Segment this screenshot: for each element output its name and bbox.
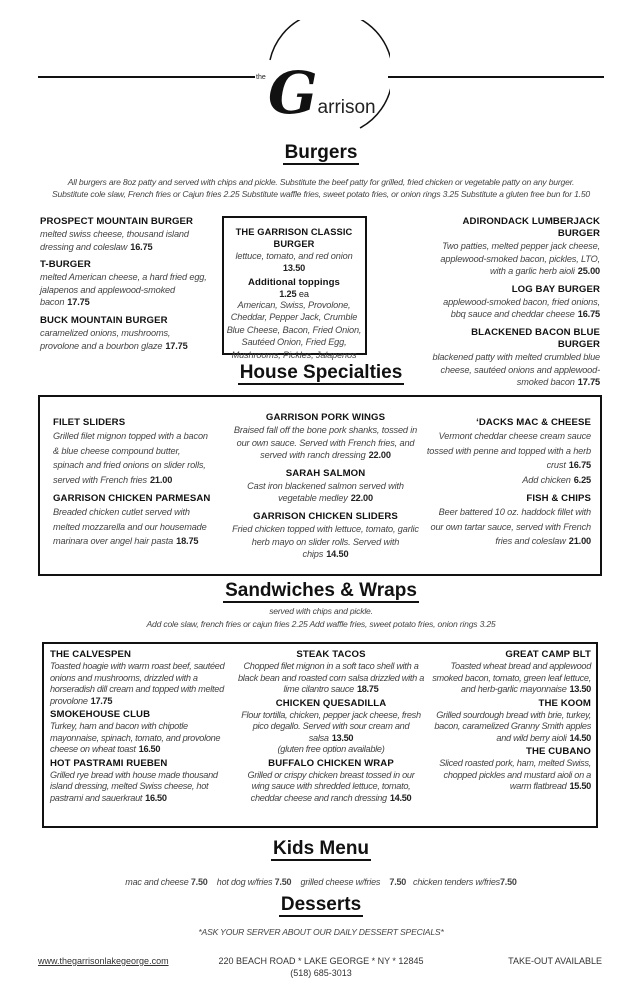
item-name: THE CALVESPEN: [50, 649, 132, 660]
item-price: 22.00: [350, 493, 373, 504]
toppings-label: Additional toppings: [248, 276, 340, 288]
menu-item: [430, 284, 600, 321]
menu-item: [228, 468, 423, 505]
item-price: 14.50: [569, 732, 591, 743]
item-desc-text: Flour tortilla, chicken, pepper jack cheese, fresh pico degallo. Served with sour cream and salsa: [241, 709, 421, 743]
toppings-price-row: [224, 289, 364, 299]
item-desc-text: caramelized onions, mushrooms, provolone and a bourbon glaze: [40, 327, 171, 351]
item-price: 15.50: [569, 781, 591, 791]
item-extra: [425, 473, 591, 488]
sandwiches-note-1: served with chips and pickle.: [269, 606, 373, 616]
item-desc: [424, 710, 591, 745]
menu-item: [40, 259, 210, 309]
menu-item: [425, 493, 591, 549]
specialties-left: [53, 417, 213, 555]
item-desc: lettuce, tomato, and red onion: [235, 251, 353, 261]
item-price: 17.75: [90, 695, 113, 706]
item-desc: [40, 271, 210, 309]
item-name: THE GARRISON CLASSIC BURGER: [235, 227, 353, 249]
item-price: 14.50: [389, 792, 412, 803]
specialties-title-text: House Specialties: [239, 362, 403, 383]
item-desc: [430, 296, 600, 321]
item-name: ADIRONDACK LUMBERJACK BURGER: [462, 216, 600, 239]
item-name: BLACKENED BACON BLUE BURGER: [471, 326, 600, 350]
item-desc-text: Fried chicken topped with lettuce, tomato, garlic herb mayo on slider rolls. Served with chips: [232, 523, 419, 560]
header-rule-right: [388, 76, 604, 78]
sandwiches-title-text: Sandwiches & Wraps: [225, 580, 417, 601]
item-desc-text: Grilled filet mignon topped with a bacon & blue cheese compound butter, spinach and fried onions on slider rolls, served with French fries: [53, 431, 208, 485]
menu-item: [424, 698, 591, 745]
item-name: ‘DACKS MAC & CHEESE: [476, 417, 591, 428]
kids-title: [0, 838, 642, 860]
burgers-title-text: Burgers: [284, 142, 358, 163]
item-desc: [430, 240, 600, 278]
item-extra-text: (gluten free option available): [277, 744, 385, 754]
item-desc-text: Cast iron blackened salmon served with vegetable medley: [247, 480, 404, 504]
item-desc: [40, 228, 210, 253]
burgers-left: [40, 216, 210, 358]
item-desc: [53, 505, 213, 549]
header-rule-left: [38, 76, 255, 78]
website-link[interactable]: www.thegarrisonlakegeorge.com: [38, 956, 169, 966]
item-price: 16.75: [130, 241, 153, 252]
item-desc: [50, 770, 238, 805]
menu-item: [424, 746, 591, 793]
item-price: 21.00: [568, 536, 591, 546]
item-price: 25.00: [577, 266, 600, 277]
logo-name: Garrison: [268, 59, 376, 127]
item-name: GARRISON PORK WINGS: [265, 412, 386, 423]
kids-item-name: mac and cheese: [125, 877, 189, 887]
item-name: FILET SLIDERS: [53, 417, 126, 428]
menu-item: [50, 649, 238, 707]
sandwiches-left: [50, 649, 238, 806]
item-desc: [228, 480, 423, 505]
item-desc-text: applewood-smoked bacon, fried onions, bbq sauce and cheddar cheese: [443, 296, 600, 320]
item-price: 16.75: [568, 460, 591, 470]
menu-item: [228, 511, 423, 561]
kids-items: [0, 877, 642, 887]
item-price: 14.50: [326, 549, 349, 560]
item-extra-text: Add chicken: [522, 474, 571, 485]
item-name: SARAH SALMON: [285, 467, 366, 479]
footer-address-block: [205, 955, 437, 979]
item-desc-text: Toasted wheat bread and applewood smoked bacon, tomato, green leaf lettuce, and herb-garlic mayonnaise: [432, 661, 591, 694]
item-desc: [425, 505, 591, 549]
item-name: THE KOOM: [538, 697, 591, 709]
sandwiches-right: [424, 649, 591, 795]
item-desc-text: melted swiss cheese, thousand island dressing and coleslaw: [40, 229, 189, 252]
item-price: 18.75: [176, 536, 199, 546]
item-desc-text: Toasted hoagie with warm roast beef, sautéed onions and mushrooms, drizzled with a horseradish dill cream and topped with melted provolone: [50, 661, 225, 706]
item-price: 22.00: [368, 450, 391, 461]
toppings-list: American, Swiss, Provolone, Cheddar, Pepper Jack, Crumble Blue Cheese, Bacon, Fried Onion, Sautéed Onion, Fried Egg, Mushrooms, Pickles, Jalapenos: [226, 299, 362, 360]
item-price: 13.50: [331, 732, 354, 743]
takeout-label: TAKE-OUT AVAILABLE: [508, 956, 602, 966]
menu-item: [430, 216, 600, 278]
menu-item: [40, 216, 210, 253]
kids-item-name: grilled cheese w/fries: [300, 877, 381, 887]
item-price: 16.50: [145, 792, 167, 803]
item-desc-text: Vermont cheddar cheese cream sauce tossed with penne and topped with a herb crust: [426, 431, 591, 470]
item-name: T-BURGER: [40, 259, 91, 271]
sandwiches-title: [0, 580, 642, 602]
menu-item: [425, 417, 591, 487]
item-desc-text: Grilled sourdough bread with brie, turkey, bacon, caramelized Granny Smith apples and wild berry aioli: [434, 709, 591, 743]
item-name: LOG BAY BURGER: [511, 283, 600, 295]
menu-item: [53, 493, 213, 549]
menu-item: [238, 649, 424, 696]
burgers-note-2: Substitute cole slaw, French fries or Cajun fries 2.25 Substitute waffle fries, sweet potato fries, or onion rings 3.25 Substitute a gluten free bun for 1.50: [51, 189, 590, 199]
desserts-title-text: Desserts: [280, 894, 362, 915]
desserts-note: *ASK YOUR SERVER ABOUT OUR DAILY DESSERT SPECIALS*: [198, 927, 444, 937]
item-desc: [238, 710, 424, 745]
toppings-unit: ea: [298, 288, 309, 299]
item-name: PROSPECT MOUNTAIN BURGER: [40, 216, 194, 227]
item-price: 13.50: [569, 684, 591, 694]
phone: (518) 685-3013: [290, 968, 352, 978]
item-price: 13.50: [282, 262, 306, 273]
item-desc-text: Braised fall off the bone pork shanks, tossed in our own sauce. Served with French fries, and served with ranch dressing: [233, 425, 418, 461]
kids-title-text: Kids Menu: [272, 838, 370, 859]
item-desc: [228, 424, 423, 462]
item-name: GREAT CAMP BLT: [505, 649, 591, 660]
kids-item: [301, 877, 407, 887]
item-name: BUFFALO CHICKEN WRAP: [268, 757, 394, 769]
menu-item: [50, 709, 238, 756]
address: 220 BEACH ROAD * LAKE GEORGE * NY * 12845: [218, 956, 424, 966]
item-name: CHICKEN QUESADILLA: [275, 697, 387, 709]
item-desc: [50, 661, 238, 707]
menu-item: [238, 698, 424, 756]
kids-item-price: 7.50: [190, 877, 208, 887]
item-price: 17.75: [67, 297, 90, 308]
burgers-title: [0, 142, 642, 164]
menu-item: [424, 649, 591, 696]
item-extra: [238, 744, 424, 756]
item-desc-text: melted American cheese, a hard fried egg, jalapenos and applewood-smoked bacon: [40, 272, 207, 308]
sandwiches-note-2: Add cole slaw, french fries or cajun fries 2.25 Add waffle fries, sweet potato fries, onion rings 3.25: [146, 619, 496, 629]
item-price: 16.50: [138, 744, 161, 754]
item-name: GARRISON CHICKEN PARMESAN: [53, 493, 211, 504]
sandwiches-center: [238, 649, 424, 806]
item-desc: [50, 721, 238, 756]
item-desc: [228, 523, 423, 561]
item-desc-text: blackened patty with melted crumbled blue cheese, sautéed onions and applewood-smoked bacon: [432, 351, 600, 388]
item-price: 18.75: [356, 684, 379, 694]
kids-item-name: chicken tenders w/fries: [413, 877, 500, 887]
item-desc-text: Beer battered 10 oz. haddock fillet with our own tartar sauce, served with French fries and coleslaw: [430, 507, 591, 546]
item-desc-text: Sliced roasted pork, ham, melted Swiss, chopped pickles and mustard aioli on a warm flatbread: [439, 758, 591, 791]
classic-burger-box: [222, 216, 367, 360]
item-name: THE CUBANO: [526, 746, 591, 757]
menu-item: [238, 758, 424, 805]
item-name: FISH & CHIPS: [526, 493, 591, 504]
item-price: 17.75: [577, 377, 600, 388]
item-name: HOT PASTRAMI RUEBEN: [50, 757, 168, 769]
item-name: GARRISON CHICKEN SLIDERS: [253, 510, 398, 522]
menu-item: [50, 758, 238, 805]
item-desc: [238, 770, 424, 805]
item-desc-text: Breaded chicken cutlet served with melted mozzarella and our housemade marinara over angel hair pasta: [53, 507, 207, 546]
item-name: SMOKEHOUSE CLUB: [50, 709, 151, 720]
item-desc: [238, 661, 424, 696]
item-desc: [40, 327, 210, 352]
kids-item-price: 7.50: [274, 877, 292, 887]
menu-item: [228, 412, 423, 462]
item-extra-price: 6.25: [573, 474, 591, 485]
item-desc-text: Grilled or crispy chicken breast tossed in our wing sauce with shredded lettuce, tomato, cheddar cheese and ranch dressing: [247, 769, 415, 803]
burgers-note-1: All burgers are 8oz patty and served with chips and pickle. Substitute the beef patty for grilled, fried chicken or vegetable patty on any burger.: [67, 177, 575, 187]
item-name: STEAK TACOS: [296, 649, 366, 660]
item-price: 21.00: [149, 474, 173, 485]
item-desc-text: Two patties, melted pepper jack cheese, applewood-smoked bacon, pickles, LTO, with a garlic herb aioli: [440, 241, 600, 277]
specialties-title: [0, 362, 642, 384]
item-price: 17.75: [165, 340, 188, 351]
item-desc-text: Chopped filet mignon in a soft taco shell with a black bean and roasted corn salsa drizzled with a lime cilantro sauce: [238, 661, 425, 694]
kids-item-name: hot dog w/fries: [216, 877, 273, 887]
item-desc: [53, 429, 213, 487]
specialties-center: [228, 412, 423, 567]
item-desc-text: Turkey, ham and bacon with chipotle mayonnaise, spinach, tomato, and provolone cheese on wheat toast: [50, 721, 221, 754]
item-desc-text: Grilled rye bread with house made thousand island dressing, melted Swiss cheese, hot pastrami and sauerkraut: [50, 769, 218, 803]
kids-item-price: 7.50: [389, 877, 407, 887]
kids-item: [413, 877, 517, 887]
item-desc: [425, 429, 591, 473]
menu-item: [53, 417, 213, 487]
item-desc: [424, 661, 591, 696]
kids-item: [217, 877, 292, 887]
item-name: BUCK MOUNTAIN BURGER: [40, 314, 168, 326]
item-desc: [424, 758, 591, 793]
kids-item-price: 7.50: [499, 877, 517, 887]
kids-item: [125, 877, 207, 887]
item-price: 16.75: [577, 309, 600, 320]
logo-the: the: [256, 74, 266, 81]
menu-item: [40, 315, 210, 352]
desserts-title: [0, 894, 642, 916]
toppings-price: 1.25: [279, 288, 297, 299]
specialties-right: [425, 417, 591, 555]
